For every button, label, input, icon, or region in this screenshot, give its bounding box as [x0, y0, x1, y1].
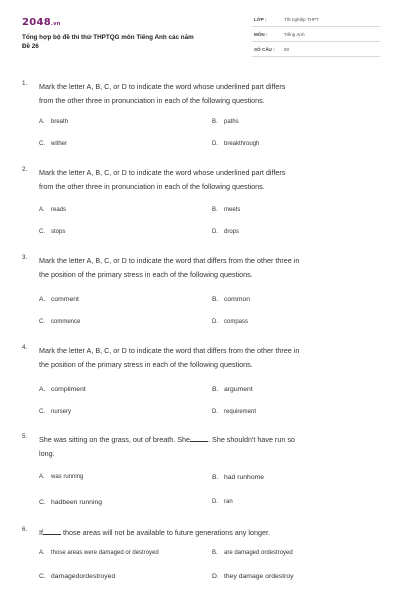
option-letter: A.	[39, 386, 46, 393]
option-text: are damaged ordestroyed	[224, 550, 293, 556]
question-number: 4.	[22, 344, 28, 351]
option-letter: B.	[212, 550, 218, 556]
option-b[interactable]	[212, 296, 250, 303]
page-header	[0, 0, 400, 64]
option-a[interactable]	[39, 296, 79, 303]
option-text: compliment	[51, 386, 86, 393]
option-letter: B.	[212, 474, 219, 481]
question-2	[22, 166, 380, 241]
option-text: compass	[224, 319, 249, 325]
logo-suffix: .vn	[51, 21, 61, 27]
meta-value: 50	[284, 47, 290, 52]
option-letter: D.	[212, 573, 219, 580]
question-text-after: . She shouldn't have run so	[208, 435, 295, 444]
question-number: 1.	[22, 80, 28, 87]
question-text	[39, 80, 379, 108]
question-line	[39, 526, 379, 540]
question-number: 5.	[22, 433, 28, 440]
option-text: was running	[51, 474, 84, 480]
question-number: 3.	[22, 254, 28, 261]
question-line: Mark the letter A, B, C, or D to indicate the word whose underlined part differs	[39, 168, 286, 177]
option-letter: B.	[212, 296, 219, 303]
option-text: common	[224, 296, 251, 303]
option-text: requirement	[224, 409, 257, 415]
option-b[interactable]	[212, 207, 240, 213]
option-c[interactable]	[39, 499, 102, 506]
option-b[interactable]	[212, 550, 293, 556]
option-a[interactable]	[39, 207, 66, 213]
option-letter: B.	[212, 386, 219, 393]
option-letter: A.	[39, 207, 45, 213]
question-line: Mark the letter A, B, C, or D to indicate the word whose underlined part differs	[39, 82, 286, 91]
meta-row-subject	[252, 30, 380, 42]
option-text: hadbeen running	[51, 499, 103, 506]
question-number: 6.	[22, 526, 28, 533]
answer-blank	[190, 436, 208, 442]
option-a[interactable]	[39, 386, 86, 393]
option-text: paths	[224, 119, 239, 125]
document-title: Tổng hợp bộ đề thi thử THPTQG môn Tiếng Anh các năm	[22, 34, 194, 41]
option-d[interactable]	[212, 141, 259, 147]
exam-code: Đề 26	[22, 43, 39, 50]
option-a[interactable]	[39, 474, 83, 480]
option-letter: B.	[212, 207, 218, 213]
meta-value: Tốt nghiệp THPT	[284, 17, 319, 22]
option-letter: C.	[39, 499, 46, 506]
option-letter: C.	[39, 573, 46, 580]
meta-label: MÔN :	[254, 32, 268, 37]
option-d[interactable]	[212, 229, 239, 235]
option-a[interactable]	[39, 119, 68, 125]
question-text	[39, 254, 379, 282]
option-letter: D.	[212, 141, 218, 147]
option-c[interactable]	[39, 573, 115, 580]
option-letter: A.	[39, 119, 45, 125]
question-line: from the other three in pronunciation in each of the following questions.	[39, 182, 265, 191]
question-3	[22, 254, 380, 332]
option-letter: D.	[212, 409, 218, 415]
option-text: meets	[224, 207, 241, 213]
option-letter: C.	[39, 319, 45, 325]
option-text: reads	[51, 207, 67, 213]
meta-value: Tiếng Anh	[284, 32, 305, 37]
meta-info	[252, 15, 380, 60]
option-letter: D.	[212, 499, 218, 505]
option-d[interactable]	[212, 499, 233, 505]
answer-blank	[43, 529, 61, 535]
meta-label: LỚP :	[254, 17, 267, 22]
option-text: stops	[51, 229, 66, 235]
question-text	[39, 526, 379, 540]
option-letter: C.	[39, 409, 45, 415]
option-b[interactable]	[212, 119, 239, 125]
option-text: commence	[51, 319, 81, 325]
option-c[interactable]	[39, 229, 65, 235]
question-text	[39, 433, 379, 461]
option-letter: D.	[212, 229, 218, 235]
option-text: drops	[224, 229, 240, 235]
option-text: nursery	[51, 409, 72, 415]
question-line: long.	[39, 449, 55, 458]
option-b[interactable]	[212, 474, 264, 481]
option-b[interactable]	[212, 386, 253, 393]
question-1	[22, 80, 380, 155]
option-letter: A.	[39, 550, 45, 556]
option-c[interactable]	[39, 319, 80, 325]
option-text: damagedordestroyed	[51, 573, 116, 580]
option-d[interactable]	[212, 319, 248, 325]
question-text	[39, 344, 379, 372]
meta-row-class	[252, 15, 380, 27]
meta-label: SỐ CÂU :	[254, 47, 275, 52]
question-line: Mark the letter A, B, C, or D to indicate the word that differs from the other three in	[39, 256, 300, 265]
option-text: argument	[224, 386, 253, 393]
option-text: those areas were damaged or destroyed	[51, 550, 159, 556]
option-c[interactable]	[39, 409, 71, 415]
question-5	[22, 433, 380, 513]
question-text-before: If	[39, 528, 43, 537]
meta-row-question-count	[252, 45, 380, 57]
option-d[interactable]	[212, 409, 256, 415]
option-c[interactable]	[39, 141, 67, 147]
option-text: had runhome	[224, 474, 265, 481]
question-line: the position of the primary stress in each of the following questions.	[39, 360, 253, 369]
question-line	[39, 433, 379, 447]
option-letter: C.	[39, 141, 45, 147]
question-text	[39, 166, 379, 194]
question-line: Mark the letter A, B, C, or D to indicate the word that differs from the other three in	[39, 346, 300, 355]
question-4	[22, 344, 380, 422]
question-text-after: those areas will not be available to future generations any longer.	[61, 528, 270, 537]
option-text: breakthrough	[224, 141, 260, 147]
option-text: they damage ordestroy	[224, 573, 294, 580]
option-letter: D.	[212, 319, 218, 325]
option-letter: A.	[39, 474, 45, 480]
option-text: wither	[51, 141, 68, 147]
option-a[interactable]	[39, 550, 159, 556]
question-text-before: She was sitting on the grass, out of breath. She	[39, 435, 191, 444]
question-line: the position of the primary stress in each of the following questions.	[39, 270, 253, 279]
question-line: from the other three in pronunciation in each of the following questions.	[39, 96, 265, 105]
logo	[22, 17, 61, 28]
question-number: 2.	[22, 166, 28, 173]
option-d[interactable]	[212, 573, 294, 580]
question-6	[22, 526, 380, 588]
logo-text: 2048	[22, 17, 52, 28]
option-letter: A.	[39, 296, 46, 303]
option-text: breath	[51, 119, 69, 125]
option-letter: B.	[212, 119, 218, 125]
option-text: ran	[224, 499, 233, 505]
option-letter: C.	[39, 229, 45, 235]
option-text: comment	[51, 296, 79, 303]
